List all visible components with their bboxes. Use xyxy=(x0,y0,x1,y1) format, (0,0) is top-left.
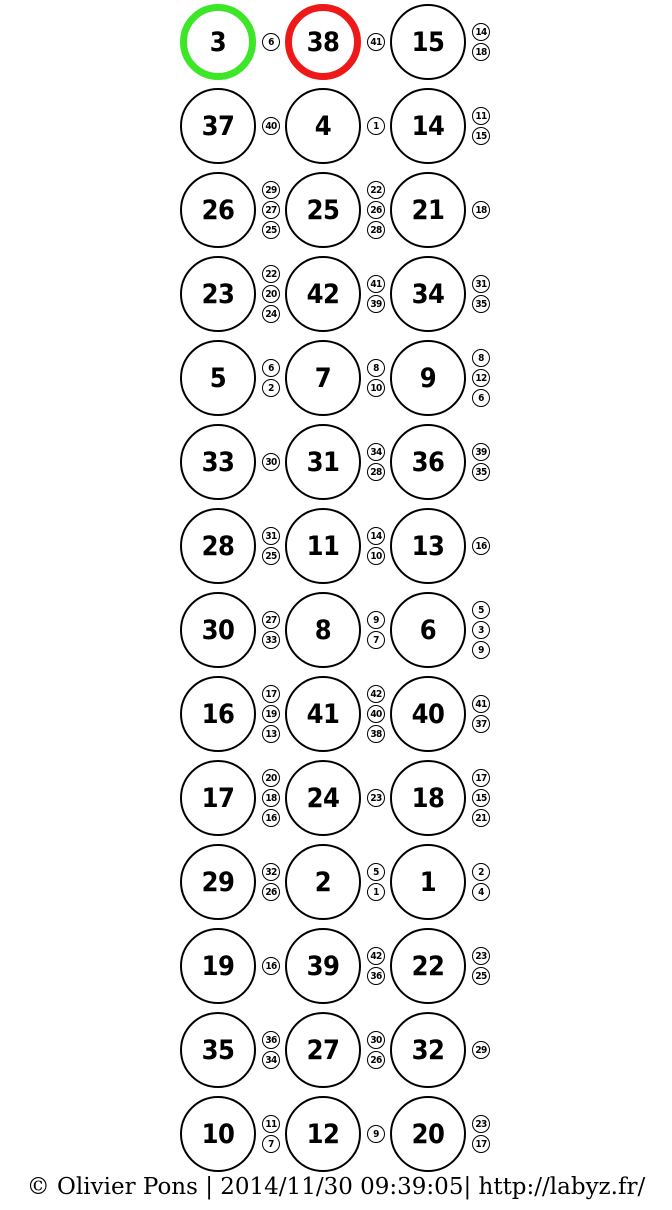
hint-number: 17 xyxy=(472,1135,490,1153)
hint-number: 35 xyxy=(472,295,490,313)
hint-number: 10 xyxy=(367,379,385,397)
number-cell[interactable]: 42 xyxy=(285,256,361,332)
hint-number: 41 xyxy=(367,275,385,293)
number-cell[interactable]: 37 xyxy=(180,88,256,164)
hint-number: 17 xyxy=(472,769,490,787)
hint-number: 16 xyxy=(472,537,490,555)
hint-number: 25 xyxy=(472,967,490,985)
number-cell[interactable]: 31 xyxy=(285,424,361,500)
hint-number: 4 xyxy=(472,883,490,901)
number-cell[interactable]: 2 xyxy=(285,844,361,920)
number-cell[interactable]: 22 xyxy=(390,928,466,1004)
number-cell[interactable]: 15 xyxy=(390,4,466,80)
number-cell[interactable]: 9 xyxy=(390,340,466,416)
number-cell[interactable]: 10 xyxy=(180,1096,256,1172)
hint-number: 18 xyxy=(472,43,490,61)
hint-number: 42 xyxy=(367,947,385,965)
number-cell[interactable]: 12 xyxy=(285,1096,361,1172)
hint-number: 30 xyxy=(262,453,280,471)
hint-number: 18 xyxy=(472,201,490,219)
number-cell[interactable]: 6 xyxy=(390,592,466,668)
hint-number: 42 xyxy=(367,685,385,703)
hint-number: 30 xyxy=(367,1031,385,1049)
number-cell[interactable]: 4 xyxy=(285,88,361,164)
number-cell[interactable]: 23 xyxy=(180,256,256,332)
hint-number: 5 xyxy=(367,863,385,881)
hint-number: 2 xyxy=(472,863,490,881)
hint-number: 28 xyxy=(367,221,385,239)
hint-number: 23 xyxy=(472,1115,490,1133)
hint-number: 29 xyxy=(472,1041,490,1059)
hint-number: 19 xyxy=(262,705,280,723)
hint-number: 9 xyxy=(472,641,490,659)
hint-number: 26 xyxy=(367,201,385,219)
goal-cell[interactable]: 38 xyxy=(285,4,361,80)
number-cell[interactable]: 24 xyxy=(285,760,361,836)
hint-number: 16 xyxy=(262,957,280,975)
hint-number: 15 xyxy=(472,789,490,807)
number-cell[interactable]: 32 xyxy=(390,1012,466,1088)
number-cell[interactable]: 29 xyxy=(180,844,256,920)
hint-number: 6 xyxy=(262,359,280,377)
hint-number: 27 xyxy=(262,201,280,219)
hint-number: 6 xyxy=(472,389,490,407)
copyright-footer: © Olivier Pons | 2014/11/30 09:39:05| http://labyz.fr/ xyxy=(26,1174,646,1200)
hint-number: 14 xyxy=(367,527,385,545)
hint-number: 36 xyxy=(262,1031,280,1049)
hint-number: 12 xyxy=(472,369,490,387)
number-cell[interactable]: 5 xyxy=(180,340,256,416)
hint-number: 8 xyxy=(472,349,490,367)
hint-number: 28 xyxy=(367,463,385,481)
hint-number: 8 xyxy=(367,359,385,377)
hint-number: 1 xyxy=(367,117,385,135)
number-cell[interactable]: 26 xyxy=(180,172,256,248)
hint-number: 31 xyxy=(472,275,490,293)
hint-number: 26 xyxy=(262,883,280,901)
hint-number: 39 xyxy=(367,295,385,313)
number-cell[interactable]: 35 xyxy=(180,1012,256,1088)
number-cell[interactable]: 36 xyxy=(390,424,466,500)
hint-number: 11 xyxy=(472,107,490,125)
hint-number: 18 xyxy=(262,789,280,807)
number-cell[interactable]: 14 xyxy=(390,88,466,164)
hint-number: 23 xyxy=(472,947,490,965)
number-cell[interactable]: 30 xyxy=(180,592,256,668)
hint-number: 35 xyxy=(472,463,490,481)
number-cell[interactable]: 16 xyxy=(180,676,256,752)
hint-number: 1 xyxy=(367,883,385,901)
hint-number: 20 xyxy=(262,769,280,787)
hint-number: 27 xyxy=(262,611,280,629)
hint-number: 26 xyxy=(367,1051,385,1069)
number-cell[interactable]: 18 xyxy=(390,760,466,836)
number-cell[interactable]: 7 xyxy=(285,340,361,416)
number-cell[interactable]: 39 xyxy=(285,928,361,1004)
number-cell[interactable]: 25 xyxy=(285,172,361,248)
number-cell[interactable]: 28 xyxy=(180,508,256,584)
number-cell[interactable]: 8 xyxy=(285,592,361,668)
hint-number: 2 xyxy=(262,379,280,397)
hint-number: 7 xyxy=(367,631,385,649)
hint-number: 11 xyxy=(262,1115,280,1133)
hint-number: 24 xyxy=(262,305,280,323)
hint-number: 31 xyxy=(262,527,280,545)
hint-number: 34 xyxy=(262,1051,280,1069)
hint-number: 15 xyxy=(472,127,490,145)
hint-number: 10 xyxy=(367,547,385,565)
hint-number: 40 xyxy=(367,705,385,723)
hint-number: 7 xyxy=(262,1135,280,1153)
hint-number: 41 xyxy=(367,33,385,51)
number-cell[interactable]: 33 xyxy=(180,424,256,500)
number-cell[interactable]: 34 xyxy=(390,256,466,332)
hint-number: 39 xyxy=(472,443,490,461)
hint-number: 38 xyxy=(367,725,385,743)
number-cell[interactable]: 20 xyxy=(390,1096,466,1172)
hint-number: 23 xyxy=(367,789,385,807)
hint-number: 5 xyxy=(472,601,490,619)
number-cell[interactable]: 40 xyxy=(390,676,466,752)
start-cell[interactable]: 3 xyxy=(180,4,256,80)
number-cell[interactable]: 11 xyxy=(285,508,361,584)
hint-number: 9 xyxy=(367,1125,385,1143)
hint-number: 17 xyxy=(262,685,280,703)
hint-number: 14 xyxy=(472,23,490,41)
hint-number: 22 xyxy=(262,265,280,283)
hint-number: 9 xyxy=(367,611,385,629)
hint-number: 32 xyxy=(262,863,280,881)
hint-number: 29 xyxy=(262,181,280,199)
hint-number: 25 xyxy=(262,221,280,239)
hint-number: 36 xyxy=(367,967,385,985)
hint-number: 22 xyxy=(367,181,385,199)
number-cell[interactable]: 17 xyxy=(180,760,256,836)
hint-number: 21 xyxy=(472,809,490,827)
hint-number: 16 xyxy=(262,809,280,827)
hint-number: 25 xyxy=(262,547,280,565)
number-cell[interactable]: 21 xyxy=(390,172,466,248)
number-cell[interactable]: 41 xyxy=(285,676,361,752)
number-cell[interactable]: 19 xyxy=(180,928,256,1004)
hint-number: 40 xyxy=(262,117,280,135)
hint-number: 41 xyxy=(472,695,490,713)
number-cell[interactable]: 27 xyxy=(285,1012,361,1088)
hint-number: 34 xyxy=(367,443,385,461)
hint-number: 33 xyxy=(262,631,280,649)
hint-number: 37 xyxy=(472,715,490,733)
hint-number: 20 xyxy=(262,285,280,303)
hint-number: 6 xyxy=(262,33,280,51)
number-cell[interactable]: 13 xyxy=(390,508,466,584)
hint-number: 3 xyxy=(472,621,490,639)
number-cell[interactable]: 1 xyxy=(390,844,466,920)
hint-number: 13 xyxy=(262,725,280,743)
